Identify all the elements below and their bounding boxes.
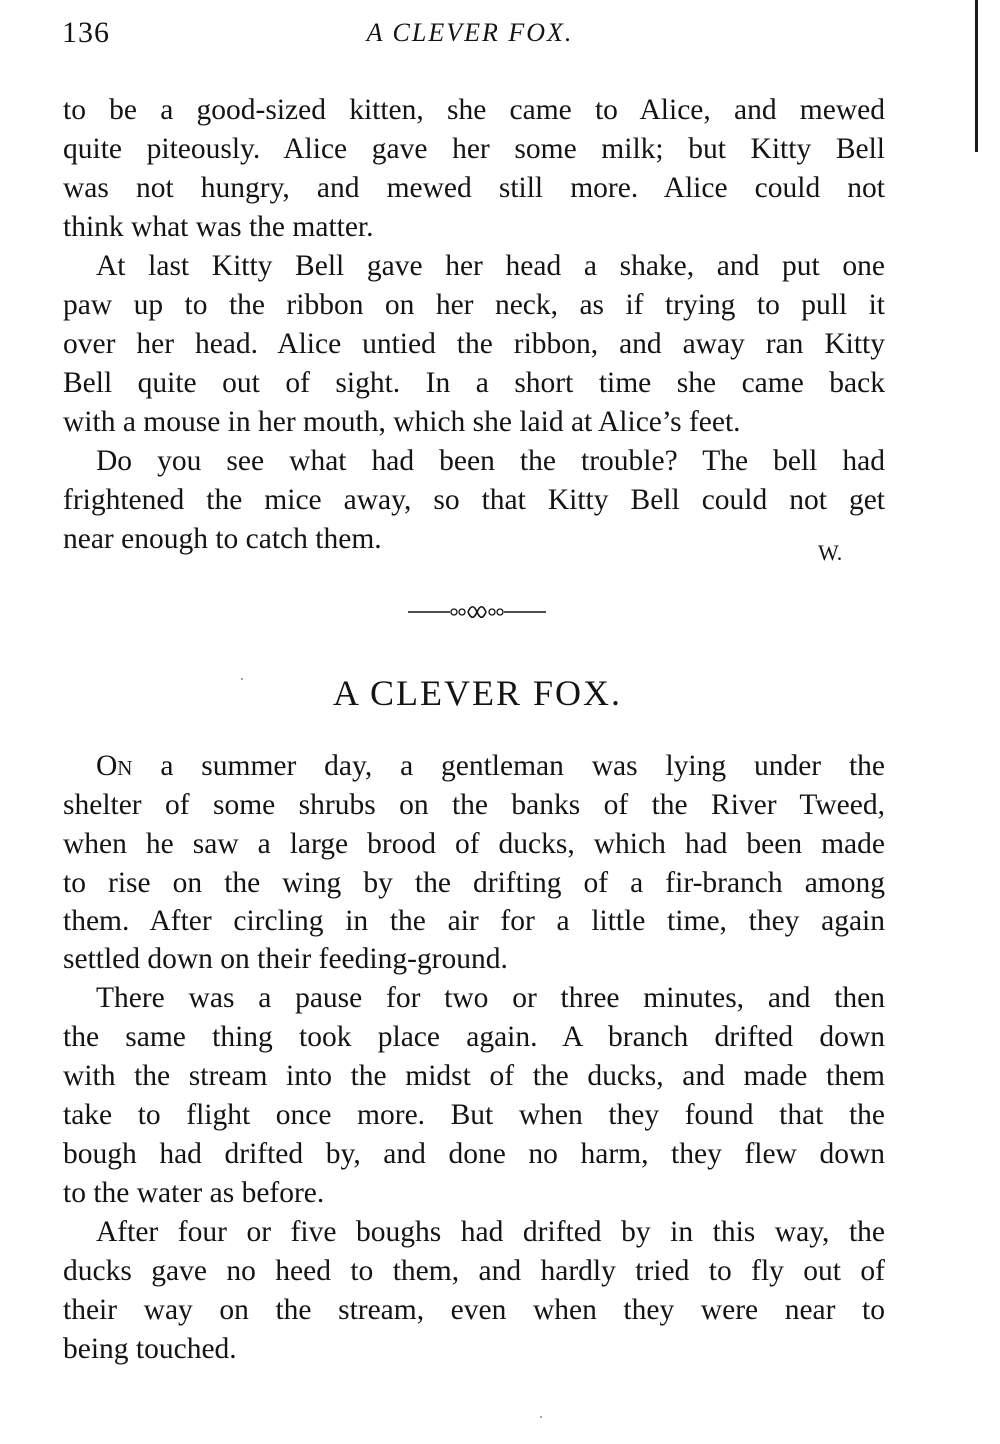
paragraph-line: ducks gave no heed to them, and hardly tried to fly out of	[63, 1255, 885, 1287]
paragraph-line: with a mouse in her mouth, which she laid at Alice’s feet.	[63, 406, 741, 438]
paragraph-line: paw up to the ribbon on her neck, as if trying to pull it	[63, 289, 885, 321]
paragraph-line: over her head. Alice untied the ribbon, and away ran Kitty	[63, 328, 885, 360]
paragraph-line: with the stream into the midst of the ducks, and made them	[63, 1060, 885, 1092]
section-title: A CLEVER FOX.	[332, 673, 623, 713]
running-title: A CLEVER FOX.	[366, 18, 574, 47]
paragraph-line: quite piteously. Alice gave her some milk; but Kitty Bell	[63, 133, 885, 165]
page-number: 136	[62, 16, 110, 49]
author-signature: W.	[818, 540, 843, 565]
paragraph-line: take to flight once more. But when they found that the	[63, 1099, 885, 1131]
paragraph-line: shelter of some shrubs on the banks of the River Tweed,	[63, 789, 885, 821]
ornament-divider-icon	[408, 601, 546, 623]
paragraph-line: bough had drifted by, and done no harm, they flew down	[63, 1138, 885, 1170]
paragraph-line: to rise on the wing by the drifting of a fir-branch among	[63, 867, 885, 899]
page-edge-line	[975, 0, 978, 152]
paragraph-line: At last Kitty Bell gave her head a shake, and put one	[96, 250, 885, 282]
paragraph-line	[96, 747, 885, 785]
paragraph-line: settled down on their feeding-ground.	[63, 943, 508, 975]
paragraph-line: the same thing took place again. A branch drifted down	[63, 1021, 885, 1053]
paragraph-line: There was a pause for two or three minutes, and then	[96, 982, 885, 1014]
paragraph-line: being touched.	[63, 1333, 237, 1365]
paragraph-line-text: a summer day, a gentleman was lying under the	[132, 750, 885, 782]
paragraph-line: Bell quite out of sight. In a short time she came back	[63, 367, 885, 399]
paragraph-line: After four or five boughs had drifted by in this way, the	[96, 1216, 885, 1248]
paragraph-line: was not hungry, and mewed still more. Alice could not	[63, 172, 885, 204]
paragraph-line: them. After circling in the air for a little time, they again	[63, 905, 885, 937]
paragraph-line: their way on the stream, even when they were near to	[63, 1294, 885, 1326]
paragraph-line: think what was the matter.	[63, 211, 374, 243]
paragraph-line: frightened the mice away, so that Kitty Bell could not get	[63, 484, 885, 516]
paragraph-line: when he saw a large brood of ducks, which had been made	[63, 828, 885, 860]
paper-speck	[540, 1416, 542, 1418]
paragraph-line: near enough to catch them.	[63, 523, 382, 555]
paper-speck	[241, 678, 243, 680]
paragraph-line: to be a good-sized kitten, she came to Alice, and mewed	[63, 94, 885, 126]
paragraph-line: to the water as before.	[63, 1177, 325, 1209]
drop-word: On	[96, 750, 133, 782]
paragraph-line: Do you see what had been the trouble? The bell had	[96, 445, 885, 477]
